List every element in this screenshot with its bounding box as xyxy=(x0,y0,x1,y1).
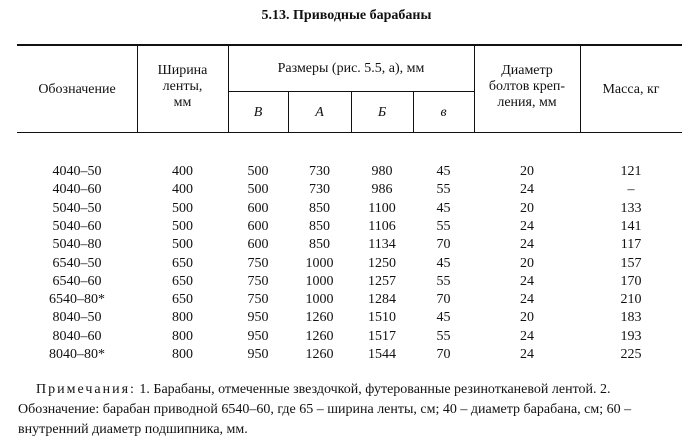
cell-dim-b: 1106 xyxy=(368,218,396,234)
cell-mass: 170 xyxy=(620,273,642,289)
table-note xyxy=(18,380,682,440)
header-dim-v: в xyxy=(440,105,447,120)
cell-bolt-diameter: 24 xyxy=(520,292,534,308)
cell-bolt-diameter: 24 xyxy=(520,328,534,344)
cell-belt-width: 800 xyxy=(172,328,193,344)
cell-dim-b: 1284 xyxy=(368,292,396,308)
cell-dim-b: 1544 xyxy=(368,347,396,362)
cell-designation: 5040–50 xyxy=(52,200,102,216)
cell-designation: 4040–60 xyxy=(52,182,102,198)
cell-dim-a: 1260 xyxy=(305,328,334,344)
cell-dim-b: 986 xyxy=(371,182,393,198)
cell-designation: 6540–50 xyxy=(52,255,102,271)
cell-designation: 6540–60 xyxy=(52,273,102,289)
cell-dim-a: 1000 xyxy=(305,292,334,308)
cell-dim-b-cap: 600 xyxy=(247,237,269,253)
cell-bolt-diameter: 24 xyxy=(520,237,534,253)
cell-belt-width: 500 xyxy=(172,237,193,253)
cell-mass: 183 xyxy=(620,310,642,326)
cell-designation: 5040–80 xyxy=(52,237,102,253)
cell-dim-b-cap: 750 xyxy=(247,292,269,308)
header-belt-width: Ширина ленты, мм xyxy=(157,63,208,110)
cell-dim-b: 1250 xyxy=(368,255,396,271)
header-bolt-diameter: Диаметр болтов креп- ления, мм xyxy=(488,63,566,110)
cell-mass: 193 xyxy=(620,328,642,344)
cell-dim-b: 1134 xyxy=(368,237,396,253)
cell-dim-v: 70 xyxy=(436,237,451,253)
cell-belt-width: 650 xyxy=(172,273,193,289)
cell-dim-v: 70 xyxy=(436,347,451,362)
cell-dim-b-cap: 950 xyxy=(247,310,269,326)
cell-dim-b-cap: 600 xyxy=(247,200,269,216)
cell-dim-b-cap: 500 xyxy=(247,164,269,179)
cell-dim-a: 850 xyxy=(309,200,330,216)
cell-dim-a: 850 xyxy=(309,237,330,253)
cell-bolt-diameter: 20 xyxy=(520,255,534,271)
table-top-rule xyxy=(17,44,682,46)
cell-dim-b-cap: 600 xyxy=(247,218,269,234)
note-text: 1. Барабаны, отмеченные звездочкой, футерованные резинотканевой лентой. 2. Обозначение: барабан приводной 6540–60, где 65 – ширина ленты, см; 40 – диаметр барабана, см; 60 – внутренний диаметр подшипника, мм. xyxy=(18,382,632,437)
cell-mass: – xyxy=(627,182,635,198)
table-header-bottom-rule xyxy=(17,132,682,133)
cell-dim-v: 55 xyxy=(436,218,451,234)
cell-mass: 225 xyxy=(620,347,642,362)
cell-designation: 4040–50 xyxy=(52,164,102,179)
note-lead: Примечания: xyxy=(36,382,136,397)
cell-bolt-diameter: 24 xyxy=(520,218,534,234)
cell-bolt-diameter: 20 xyxy=(520,200,534,216)
cell-mass: 117 xyxy=(620,237,642,253)
cell-dim-v: 70 xyxy=(436,292,451,308)
header-designation: Обозначение xyxy=(38,82,116,97)
cell-designation: 8040–50 xyxy=(52,310,102,326)
cell-dim-b-cap: 950 xyxy=(247,328,269,344)
cell-dim-v: 45 xyxy=(436,164,451,179)
cell-mass: 133 xyxy=(620,200,642,216)
header-dim-a: А xyxy=(315,105,324,120)
cell-belt-width: 650 xyxy=(172,292,193,308)
cell-bolt-diameter: 24 xyxy=(520,182,534,198)
cell-dim-v: 45 xyxy=(436,255,451,271)
cell-dim-b: 980 xyxy=(371,164,393,179)
cell-belt-width: 650 xyxy=(172,255,193,271)
cell-dim-v: 55 xyxy=(436,182,451,198)
cell-dim-a: 730 xyxy=(309,182,330,198)
cell-dim-b-cap: 950 xyxy=(247,347,269,362)
cell-dim-v: 45 xyxy=(436,200,451,216)
cell-dim-a: 1000 xyxy=(305,255,334,271)
cell-designation: 8040–80* xyxy=(49,347,105,362)
header-dim-b-cap: В xyxy=(253,105,263,120)
cell-dim-a: 1260 xyxy=(305,347,334,362)
cell-dim-v: 45 xyxy=(436,310,451,326)
header-dim-b: Б xyxy=(377,105,387,120)
cell-dim-a: 1260 xyxy=(305,310,334,326)
cell-dim-b: 1257 xyxy=(368,273,396,289)
cell-belt-width: 400 xyxy=(172,182,193,198)
cell-belt-width: 800 xyxy=(172,310,193,326)
cell-bolt-diameter: 20 xyxy=(520,310,534,326)
cell-dim-b-cap: 500 xyxy=(247,182,269,198)
cell-mass: 121 xyxy=(620,164,642,179)
cell-dim-b-cap: 750 xyxy=(247,255,269,271)
cell-dim-a: 850 xyxy=(309,218,330,234)
table-title: 5.13. Приводные барабаны xyxy=(261,8,432,23)
cell-mass: 141 xyxy=(620,218,642,234)
cell-dim-v: 55 xyxy=(436,273,451,289)
cell-dim-b: 1510 xyxy=(368,310,396,326)
cell-dim-v: 55 xyxy=(436,328,451,344)
cell-belt-width: 800 xyxy=(172,347,193,362)
cell-bolt-diameter: 24 xyxy=(520,273,534,289)
cell-designation: 8040–60 xyxy=(52,328,102,344)
cell-mass: 210 xyxy=(620,292,642,308)
cell-designation: 6540–80* xyxy=(49,292,105,308)
cell-bolt-diameter: 24 xyxy=(520,347,534,362)
cell-dim-b: 1517 xyxy=(368,328,396,344)
cell-belt-width: 500 xyxy=(172,200,193,216)
cell-dim-a: 730 xyxy=(309,164,330,179)
cell-belt-width: 400 xyxy=(172,164,193,179)
cell-dim-b: 1100 xyxy=(368,200,396,216)
header-mass: Масса, кг xyxy=(602,82,660,97)
header-dimensions: Размеры (рис. 5.5, а), мм xyxy=(277,61,425,76)
cell-designation: 5040–60 xyxy=(52,218,102,234)
cell-belt-width: 500 xyxy=(172,218,193,234)
cell-dim-a: 1000 xyxy=(305,273,334,289)
cell-mass: 157 xyxy=(620,255,642,271)
cell-dim-b-cap: 750 xyxy=(247,273,269,289)
cell-bolt-diameter: 20 xyxy=(520,164,534,179)
